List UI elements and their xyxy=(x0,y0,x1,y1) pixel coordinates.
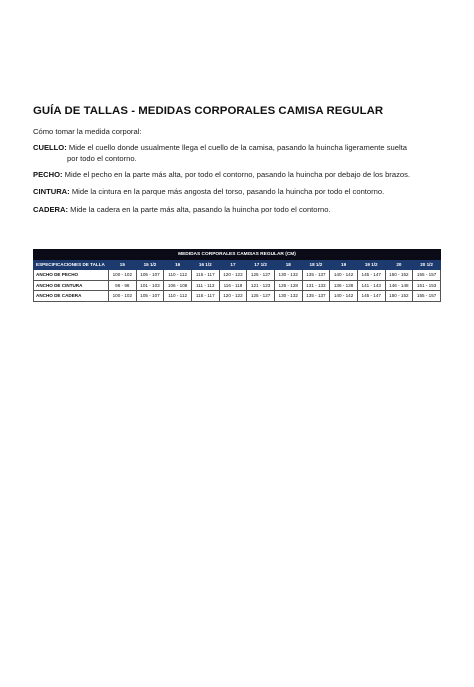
table-cell: 100 - 102 xyxy=(109,291,137,302)
row-label: ANCHO DE PECHO xyxy=(34,270,109,281)
size-header-cell: 15 xyxy=(109,260,137,270)
size-header-cell: 17 1/2 xyxy=(247,260,275,270)
table-cell: 130 - 132 xyxy=(274,270,302,281)
definition-text: Mide el pecho en la parte más alta, por todo el contorno, pasando la huincha por debajo de los brazos. xyxy=(64,170,410,179)
table-cell: 131 - 133 xyxy=(302,280,330,291)
size-header-cell: 20 1/2 xyxy=(413,260,441,270)
table-cell: 110 - 112 xyxy=(164,291,192,302)
row-label: ANCHO DE CINTURA xyxy=(34,280,109,291)
table-row xyxy=(34,291,441,302)
table-cell: 105 - 107 xyxy=(136,291,164,302)
size-header-cell: 18 1/2 xyxy=(302,260,330,270)
table-cell: 105 - 107 xyxy=(136,270,164,281)
table-cell: 140 - 142 xyxy=(330,270,358,281)
table-cell: 136 - 138 xyxy=(330,280,358,291)
table-cell: 155 - 157 xyxy=(413,270,441,281)
table-cell: 115 - 117 xyxy=(191,270,219,281)
table-cell: 141 - 143 xyxy=(357,280,385,291)
table-cell: 146 - 148 xyxy=(385,280,413,291)
size-header-cell: 17 xyxy=(219,260,247,270)
size-header-cell: 19 xyxy=(330,260,358,270)
table-cell: 130 - 132 xyxy=(274,291,302,302)
table-cell: 116 - 118 xyxy=(219,280,247,291)
table-cell: 150 - 152 xyxy=(385,291,413,302)
definition-term: CADERA: xyxy=(33,205,69,214)
table-cell: 115 - 117 xyxy=(191,291,219,302)
table-header-row xyxy=(34,260,441,270)
table-cell: 151 - 153 xyxy=(413,280,441,291)
definition-term: CUELLO: xyxy=(33,143,67,152)
size-header-cell: 16 1/2 xyxy=(191,260,219,270)
size-header-cell: 19 1/2 xyxy=(357,260,385,270)
table-cell: 155 - 157 xyxy=(413,291,441,302)
definition-continuation: por todo el contorno. xyxy=(67,154,137,163)
size-header-cell: 15 1/2 xyxy=(136,260,164,270)
table-cell: 96 - 98 xyxy=(109,280,137,291)
table-row xyxy=(34,270,441,281)
table-cell: 135 - 137 xyxy=(302,291,330,302)
size-header-cell: 20 xyxy=(385,260,413,270)
size-header-cell: 18 xyxy=(274,260,302,270)
table-body xyxy=(34,270,441,302)
definition-term: PECHO: xyxy=(33,170,63,179)
table-cell: 111 - 113 xyxy=(191,280,219,291)
definition-text: Mide el cuello donde usualmente llega el cuello de la camisa, pasando la huincha ligeramente suelta xyxy=(68,143,408,152)
table-caption: MEDIDAS CORPORALES CAMISAS REGULAR (CM) xyxy=(34,250,441,260)
table-cell: 100 - 102 xyxy=(109,270,137,281)
table-cell: 106 - 108 xyxy=(164,280,192,291)
size-header-cell: 16 xyxy=(164,260,192,270)
table-row xyxy=(34,280,441,291)
table-cell: 150 - 152 xyxy=(385,270,413,281)
table-cell: 101 - 103 xyxy=(136,280,164,291)
table-cell: 135 - 137 xyxy=(302,270,330,281)
table-cell: 140 - 142 xyxy=(330,291,358,302)
definition-cuello xyxy=(33,142,438,164)
definition-text: Mide la cintura en la parque más angosta del torso, pasando la huincha por todo el contorno. xyxy=(71,187,385,196)
table-cell: 145 - 147 xyxy=(357,291,385,302)
table-cell: 110 - 112 xyxy=(164,270,192,281)
table-cell: 120 - 122 xyxy=(219,270,247,281)
table-cell: 120 - 122 xyxy=(219,291,247,302)
definition-text: Mide la cadera en la parte más alta, pasando la huincha por todo el contorno. xyxy=(70,205,331,214)
definition-cadera xyxy=(33,204,438,215)
size-table xyxy=(33,249,441,302)
intro-text: Cómo tomar la medida corporal: xyxy=(33,127,142,136)
table-cell: 145 - 147 xyxy=(357,270,385,281)
row-label: ANCHO DE CADERA xyxy=(34,291,109,302)
definition-cintura xyxy=(33,186,438,197)
page-title: GUÍA DE TALLAS - MEDIDAS CORPORALES CAMISA REGULAR xyxy=(33,105,384,117)
table-cell: 126 - 128 xyxy=(274,280,302,291)
table-cell: 125 - 127 xyxy=(247,291,275,302)
table-cell: 125 - 127 xyxy=(247,270,275,281)
table-cell: 121 - 123 xyxy=(247,280,275,291)
definition-term: CINTURA: xyxy=(33,187,70,196)
spec-header: ESPECIFICACIONES DE TALLA xyxy=(34,260,109,270)
definition-pecho xyxy=(33,169,438,180)
